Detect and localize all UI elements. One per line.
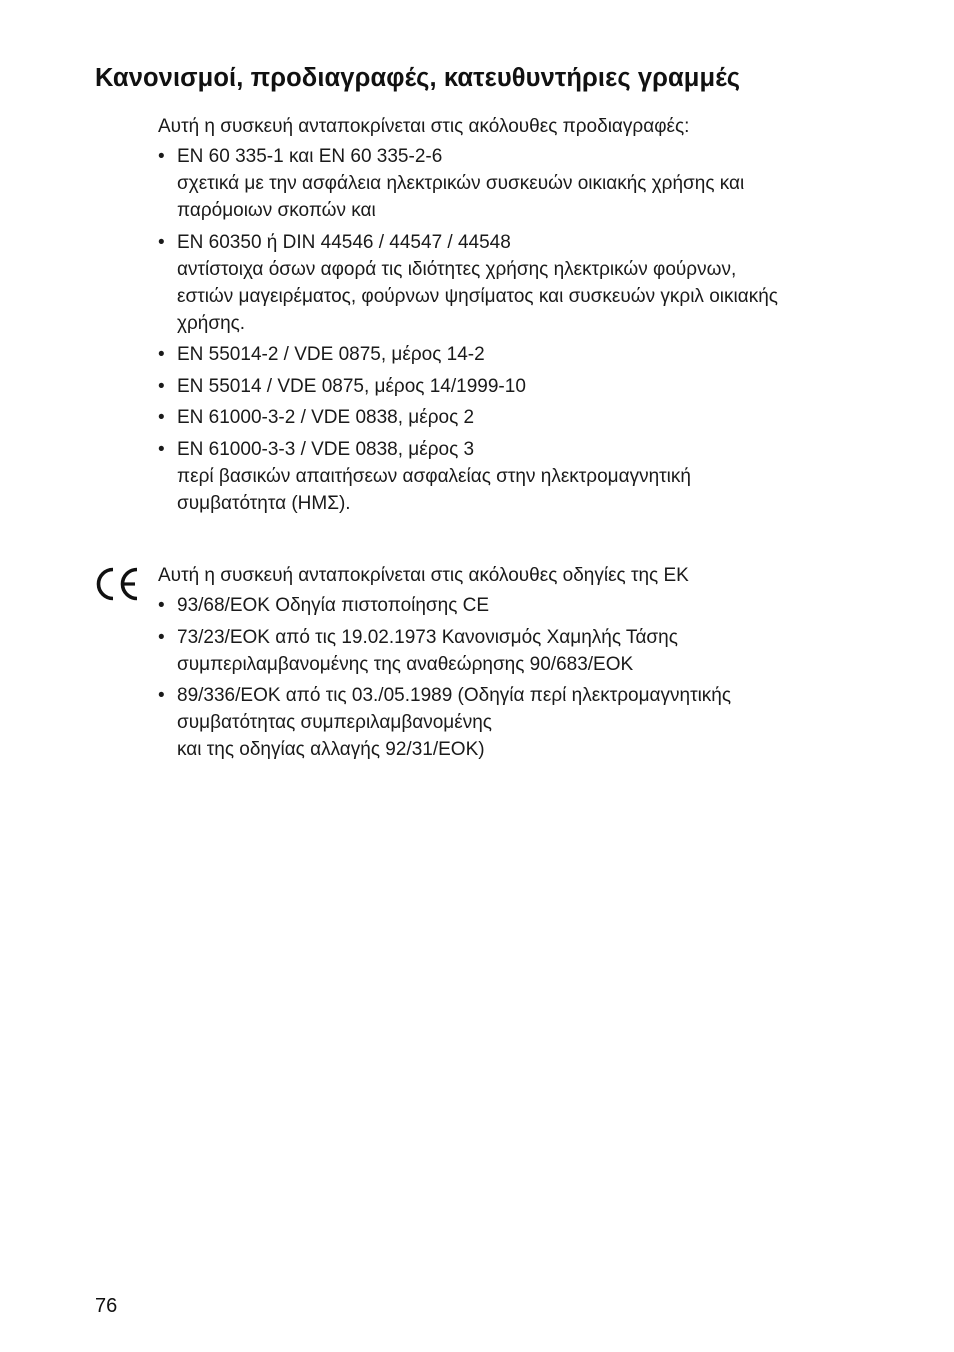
bullet-icon: •	[158, 595, 165, 616]
list-item-line: 89/336/ΕΟΚ από τις 03./05.1989 (Οδηγία περί ηλεκτρομαγνητικής	[177, 685, 732, 706]
list-item-line: EN 61000-3-2 / VDE 0838, μέρος 2	[177, 407, 475, 428]
list-item	[158, 143, 878, 224]
list-item-line: εστιών μαγειρέματος, φούρνων ψησίματος και συσκευών γκριλ οικιακής	[177, 285, 778, 307]
list-item	[158, 592, 878, 619]
list-item	[158, 682, 878, 763]
list-item-line: παρόμοιων σκοπών και	[177, 200, 376, 221]
standards-section	[158, 113, 878, 521]
list-item-line: 73/23/ΕΟΚ από τις 19.02.1973 Κανονισμός Χαμηλής Τάσης	[177, 626, 678, 648]
bullet-icon: •	[158, 375, 165, 397]
list-item	[158, 404, 878, 431]
list-item-line: EN 61000-3-3 / VDE 0838, μέρος 3	[177, 438, 475, 460]
standards-intro: Αυτή η συσκευή ανταποκρίνεται στις ακόλουθες προδιαγραφές:	[158, 116, 690, 137]
bullet-icon: •	[158, 407, 165, 428]
bullet-icon: •	[158, 438, 165, 460]
list-item-line: συμπεριλαμβανομένης της αναθεώρησης 90/683/ΕΟΚ	[177, 653, 634, 675]
list-item-line: και της οδηγίας αλλαγής 92/31/ΕΟΚ)	[177, 739, 485, 760]
list-item-line: σχετικά με την ασφάλεια ηλεκτρικών συσκευών οικιακής χρήσης και	[177, 173, 745, 194]
list-item-line: EN 60350 ή DIN 44546 / 44547 / 44548	[177, 231, 511, 253]
directives-list	[158, 592, 878, 763]
list-item-line: 93/68/ΕΟΚ Οδηγία πιστοποίησης CE	[177, 595, 490, 616]
bullet-icon: •	[158, 685, 165, 706]
bullet-icon: •	[158, 626, 165, 648]
list-item	[158, 436, 878, 517]
list-item	[158, 341, 878, 368]
list-item-line: αντίστοιχα όσων αφορά τις ιδιότητες χρήσης ηλεκτρικών φούρνων,	[177, 258, 737, 280]
page-title: Κανονισμοί, προδιαγραφές, κατευθυντήριες γραμμές	[95, 64, 741, 92]
bullet-icon: •	[158, 231, 165, 253]
list-item-line: συμβατότητας συμπεριλαμβανομένης	[177, 712, 492, 733]
bullet-icon: •	[158, 146, 165, 167]
page-number: 76	[95, 1295, 118, 1317]
list-item-line: χρήσης.	[177, 312, 246, 334]
list-item-line: EN 55014 / VDE 0875, μέρος 14/1999-10	[177, 375, 526, 397]
list-item	[158, 624, 878, 678]
list-item-line: EN 55014-2 / VDE 0875, μέρος 14-2	[177, 344, 485, 365]
directives-section	[158, 562, 878, 768]
standards-list	[158, 143, 878, 517]
list-item-line: περί βασικών απαιτήσεων ασφαλείας στην ηλεκτρομαγνητική	[177, 465, 691, 487]
directives-intro: Αυτή η συσκευή ανταποκρίνεται στις ακόλουθες οδηγίες της ΕΚ	[158, 565, 689, 586]
list-item	[158, 229, 878, 337]
ce-mark-icon	[93, 566, 141, 602]
list-item-line: συμβατότητα (ΗΜΣ).	[177, 492, 351, 514]
list-item	[158, 373, 878, 400]
list-item-line: EN 60 335-1 και EN 60 335-2-6	[177, 146, 443, 167]
bullet-icon: •	[158, 344, 165, 365]
